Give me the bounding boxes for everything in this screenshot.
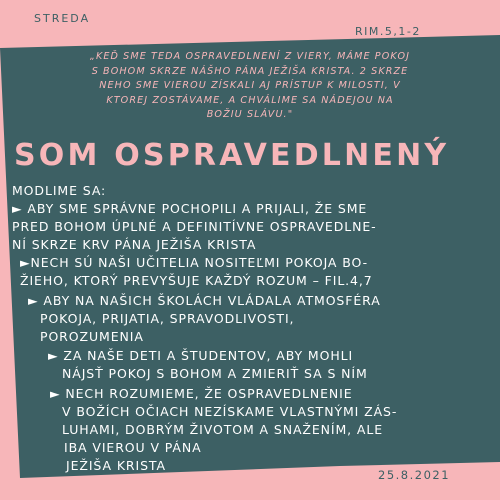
prayer-line: ► ZA NAŠE DETI A ŠTUDENTOV, ABY MOHLI xyxy=(48,348,354,363)
prayer-line: ►NECH SÚ NAŠI UČITELIA NOSITEĽMI POKOJA BO- xyxy=(20,255,369,270)
prayer-line: POROZUMENIA xyxy=(40,329,144,344)
day-label: STREDA xyxy=(34,12,91,25)
quote-line: KTOREJ ZOSTÁVAME, A CHVÁLIME SA NÁDEJOU NA xyxy=(106,94,394,106)
page-title: SOM OSPRAVEDLNENÝ xyxy=(14,138,450,173)
prayer-line: V BOŽÍCH OČIACH NEZÍSKAME VLASTNÝMI ZÁS- xyxy=(62,404,398,419)
date-label: 25.8.2021 xyxy=(378,468,451,482)
prayer-line: LUHAMI, DOBRÝM ŽIVOTOM A SNAŽENÍM, ALE xyxy=(62,422,384,437)
quote-line: BOŽIU SLÁVU." xyxy=(206,109,294,120)
quote-line: S BOHOM SKRZE NÁŠHO PÁNA JEŽIŠA KRISTA. 2 SKRZE xyxy=(91,65,409,77)
prayer-line: ŽIEHO, KTORÝ PREVYŠUJE KAŽDÝ ROZUM – FIL.4,7 xyxy=(20,273,373,288)
prayer-line: NÁJSŤ POKOJ S BOHOM A ZMIERIŤ SA S NÍM xyxy=(62,366,368,381)
prayer-line: NÍ SKRZE KRV PÁNA JEŽIŠA KRISTA xyxy=(12,237,257,252)
scripture-reference: RIM.5,1-2 xyxy=(355,25,421,38)
prayer-line: ► ABY NA NAŠICH ŠKOLÁCH VLÁDALA ATMOSFÉRA xyxy=(28,293,381,308)
prayer-line: JEŽIŠA KRISTA xyxy=(66,458,166,473)
prayer-line: ► ABY SME SPRÁVNE POCHOPILI A PRIJALI, ŽE SME xyxy=(12,201,368,216)
prayer-line: POKOJA, PRIJATIA, SPRAVODLIVOSTI, xyxy=(40,311,295,326)
prayer-line: PRED BOHOM ÚPLNÉ A DEFINITÍVNE OSPRAVEDLNE- xyxy=(12,219,377,234)
prayer-line: ► NECH ROZUMIEME, ŽE OSPRAVEDLNENIE xyxy=(50,386,353,401)
prayer-heading: MODLIME SA: xyxy=(12,183,107,198)
quote-line: NEHO SME VIEROU ZÍSKALI AJ PRÍSTUP K MILOSTI, V xyxy=(99,80,401,91)
prayer-line: IBA VIEROU V PÁNA xyxy=(64,440,202,455)
scripture-quote xyxy=(20,50,480,123)
quote-line: „KEĎ SME TEDA OSPRAVEDLNENÍ Z VIERY, MÁME POKOJ xyxy=(89,51,411,62)
